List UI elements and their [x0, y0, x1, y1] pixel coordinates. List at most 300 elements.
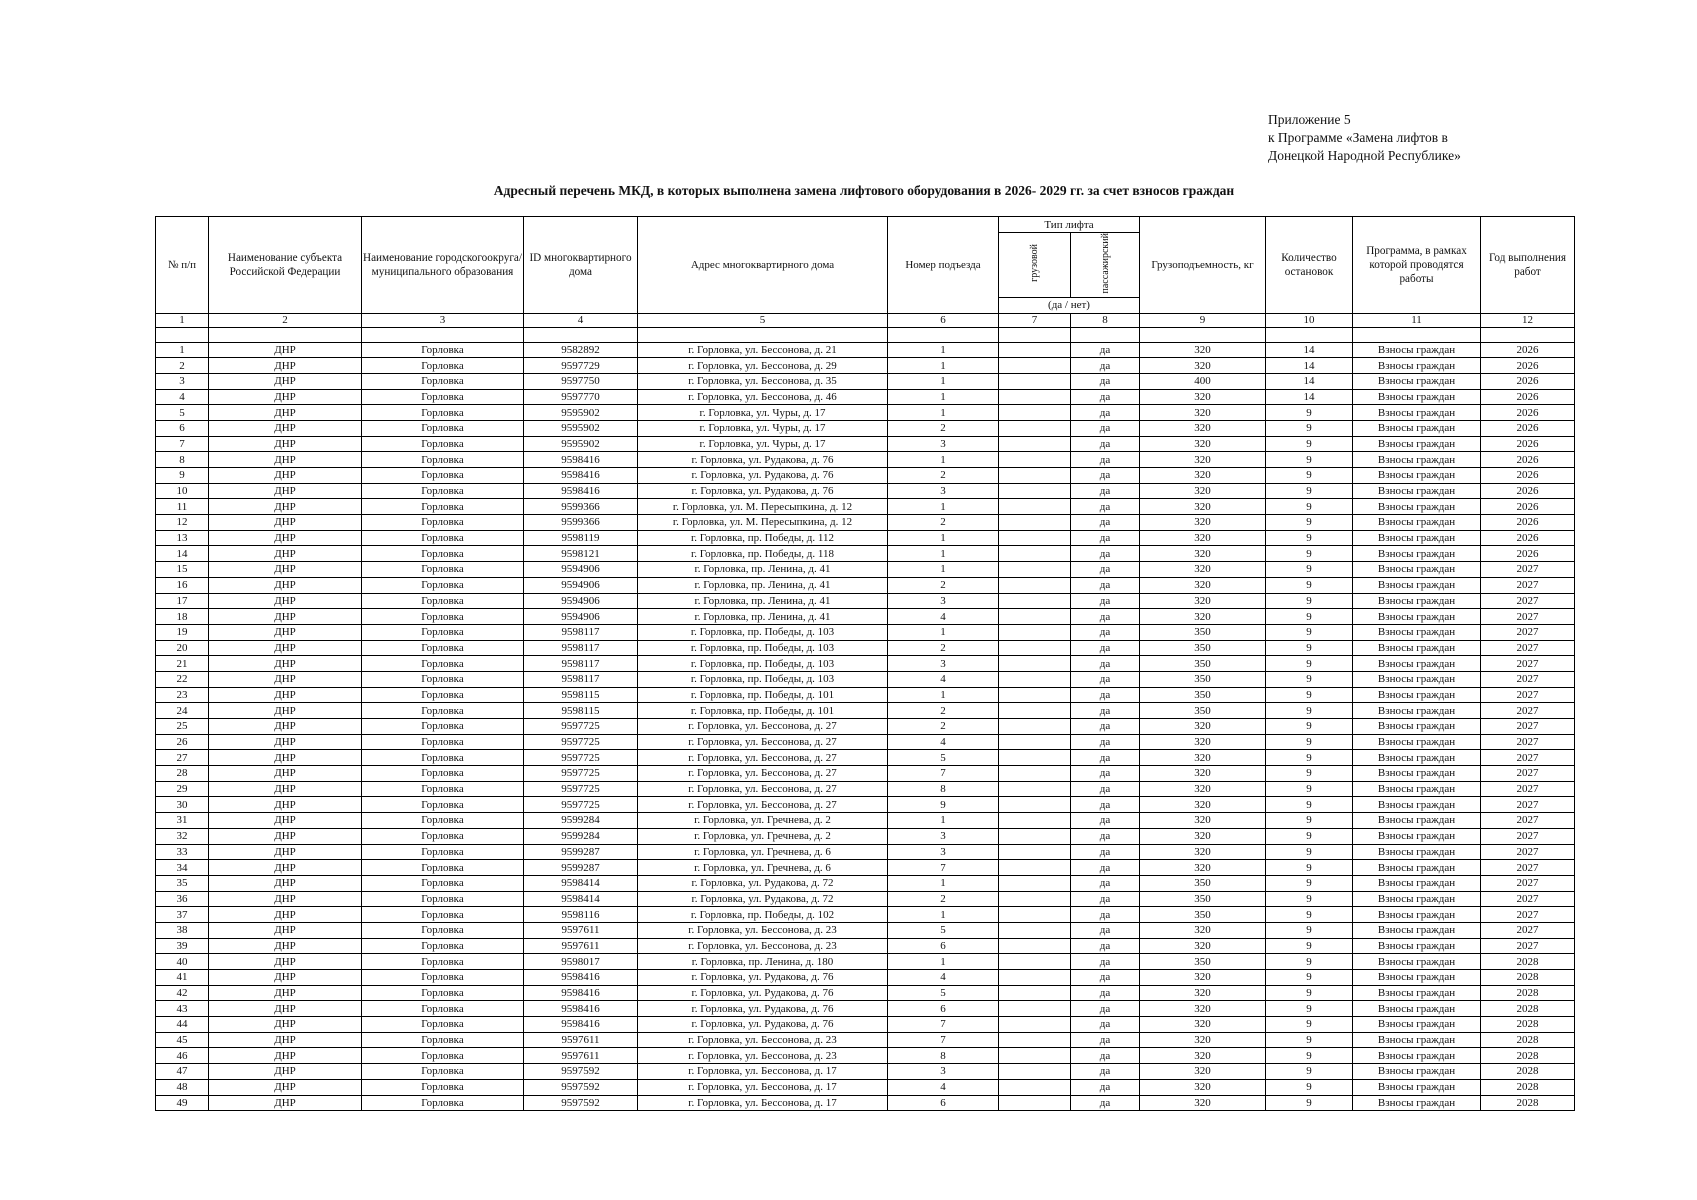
address-list-table — [155, 216, 1575, 1111]
program-cell: Взносы граждан — [1353, 546, 1481, 562]
table-row — [156, 875, 1575, 891]
year-cell: 2026 — [1481, 468, 1575, 484]
passenger-cell: да — [1071, 499, 1140, 515]
program-cell: Взносы граждан — [1353, 499, 1481, 515]
year-cell: 2027 — [1481, 640, 1575, 656]
capacity-cell: 320 — [1140, 844, 1266, 860]
program-cell: Взносы граждан — [1353, 436, 1481, 452]
year-cell: 2027 — [1481, 907, 1575, 923]
entrance-cell: 1 — [888, 373, 999, 389]
cargo-cell — [999, 907, 1071, 923]
passenger-cell: да — [1071, 734, 1140, 750]
stops-cell: 9 — [1266, 750, 1353, 766]
passenger-cell: да — [1071, 483, 1140, 499]
entrance-cell: 3 — [888, 436, 999, 452]
table-row — [156, 1079, 1575, 1095]
address-cell: г. Горловка, ул. Бессонова, д. 46 — [638, 389, 888, 405]
subject-cell: ДНР — [209, 750, 362, 766]
entrance-cell: 1 — [888, 562, 999, 578]
municipality-cell: Горловка — [362, 938, 524, 954]
subject-cell: ДНР — [209, 907, 362, 923]
passenger-cell: да — [1071, 1032, 1140, 1048]
table-row — [156, 468, 1575, 484]
address-cell: г. Горловка, ул. Бессонова, д. 23 — [638, 1048, 888, 1064]
header-subject: Наименование субъекта Российской Федерации — [209, 217, 362, 314]
header-year: Год выполнения работ — [1481, 217, 1575, 314]
municipality-cell: Горловка — [362, 797, 524, 813]
year-cell: 2027 — [1481, 703, 1575, 719]
program-cell: Взносы граждан — [1353, 719, 1481, 735]
subject-cell: ДНР — [209, 546, 362, 562]
table-row — [156, 358, 1575, 374]
capacity-cell: 320 — [1140, 828, 1266, 844]
year-cell: 2027 — [1481, 719, 1575, 735]
capacity-cell: 320 — [1140, 985, 1266, 1001]
row-number: 34 — [156, 860, 209, 876]
cargo-cell — [999, 750, 1071, 766]
house-id-cell: 9599366 — [524, 499, 638, 515]
entrance-cell: 3 — [888, 1064, 999, 1080]
municipality-cell: Горловка — [362, 750, 524, 766]
subject-cell: ДНР — [209, 468, 362, 484]
table-row — [156, 483, 1575, 499]
cargo-cell — [999, 1064, 1071, 1080]
entrance-cell: 2 — [888, 719, 999, 735]
year-cell: 2027 — [1481, 687, 1575, 703]
year-cell: 2026 — [1481, 483, 1575, 499]
table-row — [156, 766, 1575, 782]
cargo-cell — [999, 593, 1071, 609]
cargo-cell — [999, 656, 1071, 672]
address-cell: г. Горловка, ул. Чуры, д. 17 — [638, 405, 888, 421]
row-number: 45 — [156, 1032, 209, 1048]
cargo-cell — [999, 373, 1071, 389]
municipality-cell: Горловка — [362, 1048, 524, 1064]
address-cell: г. Горловка, пр. Победы, д. 103 — [638, 640, 888, 656]
year-cell: 2027 — [1481, 828, 1575, 844]
program-cell: Взносы граждан — [1353, 671, 1481, 687]
year-cell: 2026 — [1481, 358, 1575, 374]
program-cell: Взносы граждан — [1353, 656, 1481, 672]
house-id-cell: 9597729 — [524, 358, 638, 374]
capacity-cell: 320 — [1140, 1064, 1266, 1080]
capacity-cell: 320 — [1140, 499, 1266, 515]
stops-cell: 9 — [1266, 1048, 1353, 1064]
row-number: 8 — [156, 452, 209, 468]
table-row — [156, 405, 1575, 421]
capacity-cell: 320 — [1140, 750, 1266, 766]
entrance-cell: 6 — [888, 938, 999, 954]
entrance-cell: 2 — [888, 640, 999, 656]
row-number: 16 — [156, 577, 209, 593]
address-cell: г. Горловка, ул. Бессонова, д. 17 — [638, 1095, 888, 1111]
cargo-cell — [999, 970, 1071, 986]
subject-cell: ДНР — [209, 1048, 362, 1064]
subject-cell: ДНР — [209, 420, 362, 436]
table-row — [156, 373, 1575, 389]
house-id-cell: 9597750 — [524, 373, 638, 389]
house-id-cell: 9594906 — [524, 593, 638, 609]
address-cell: г. Горловка, ул. Рудакова, д. 76 — [638, 1001, 888, 1017]
house-id-cell: 9597725 — [524, 766, 638, 782]
municipality-cell: Горловка — [362, 436, 524, 452]
column-number-row — [156, 313, 1575, 327]
table-row — [156, 1017, 1575, 1033]
row-number: 21 — [156, 656, 209, 672]
program-cell: Взносы граждан — [1353, 593, 1481, 609]
entrance-cell: 3 — [888, 828, 999, 844]
capacity-cell: 320 — [1140, 436, 1266, 452]
subject-cell: ДНР — [209, 373, 362, 389]
passenger-cell: да — [1071, 938, 1140, 954]
program-cell: Взносы граждан — [1353, 640, 1481, 656]
capacity-cell: 320 — [1140, 734, 1266, 750]
stops-cell: 9 — [1266, 703, 1353, 719]
municipality-cell: Горловка — [362, 452, 524, 468]
capacity-cell: 320 — [1140, 922, 1266, 938]
house-id-cell: 9597725 — [524, 750, 638, 766]
passenger-cell: да — [1071, 1048, 1140, 1064]
year-cell: 2027 — [1481, 844, 1575, 860]
passenger-cell: да — [1071, 436, 1140, 452]
address-cell: г. Горловка, ул. Чуры, д. 17 — [638, 436, 888, 452]
passenger-cell: да — [1071, 985, 1140, 1001]
row-number: 31 — [156, 813, 209, 829]
house-id-cell: 9598416 — [524, 1001, 638, 1017]
cargo-cell — [999, 1095, 1071, 1111]
header-program: Программа, в рамках которой проводятся работы — [1353, 217, 1481, 314]
subject-cell: ДНР — [209, 1064, 362, 1080]
municipality-cell: Горловка — [362, 1079, 524, 1095]
capacity-cell: 320 — [1140, 938, 1266, 954]
stops-cell: 9 — [1266, 766, 1353, 782]
passenger-cell: да — [1071, 781, 1140, 797]
column-number: 10 — [1266, 313, 1353, 327]
passenger-cell: да — [1071, 420, 1140, 436]
house-id-cell: 9598416 — [524, 1017, 638, 1033]
address-cell: г. Горловка, пр. Победы, д. 101 — [638, 703, 888, 719]
row-number: 46 — [156, 1048, 209, 1064]
capacity-cell: 320 — [1140, 577, 1266, 593]
cargo-cell — [999, 687, 1071, 703]
entrance-cell: 9 — [888, 797, 999, 813]
municipality-cell: Горловка — [362, 1017, 524, 1033]
municipality-cell: Горловка — [362, 373, 524, 389]
program-cell: Взносы граждан — [1353, 813, 1481, 829]
year-cell: 2027 — [1481, 766, 1575, 782]
subject-cell: ДНР — [209, 844, 362, 860]
row-number: 49 — [156, 1095, 209, 1111]
entrance-cell: 1 — [888, 687, 999, 703]
cargo-cell — [999, 844, 1071, 860]
row-number: 42 — [156, 985, 209, 1001]
row-number: 48 — [156, 1079, 209, 1095]
program-cell: Взносы граждан — [1353, 483, 1481, 499]
house-id-cell: 9598416 — [524, 483, 638, 499]
house-id-cell: 9597770 — [524, 389, 638, 405]
stops-cell: 9 — [1266, 577, 1353, 593]
entrance-cell: 2 — [888, 577, 999, 593]
house-id-cell: 9598116 — [524, 907, 638, 923]
table-row — [156, 954, 1575, 970]
subject-cell: ДНР — [209, 483, 362, 499]
capacity-cell: 320 — [1140, 389, 1266, 405]
subject-cell: ДНР — [209, 922, 362, 938]
cargo-cell — [999, 1017, 1071, 1033]
subject-cell: ДНР — [209, 1095, 362, 1111]
year-cell: 2027 — [1481, 860, 1575, 876]
stops-cell: 9 — [1266, 1017, 1353, 1033]
municipality-cell: Горловка — [362, 624, 524, 640]
address-cell: г. Горловка, ул. Рудакова, д. 76 — [638, 468, 888, 484]
table-row — [156, 530, 1575, 546]
header-stops: Количество остановок — [1266, 217, 1353, 314]
table-row — [156, 562, 1575, 578]
cargo-cell — [999, 671, 1071, 687]
year-cell: 2027 — [1481, 609, 1575, 625]
program-cell: Взносы граждан — [1353, 860, 1481, 876]
program-cell: Взносы граждан — [1353, 609, 1481, 625]
year-cell: 2027 — [1481, 891, 1575, 907]
entrance-cell: 1 — [888, 405, 999, 421]
stops-cell: 9 — [1266, 515, 1353, 531]
capacity-cell: 350 — [1140, 891, 1266, 907]
row-number: 7 — [156, 436, 209, 452]
house-id-cell: 9594906 — [524, 562, 638, 578]
table-row — [156, 546, 1575, 562]
address-cell: г. Горловка, ул. Бессонова, д. 27 — [638, 719, 888, 735]
address-cell: г. Горловка, ул. Гречнева, д. 6 — [638, 844, 888, 860]
capacity-cell: 350 — [1140, 954, 1266, 970]
stops-cell: 9 — [1266, 468, 1353, 484]
address-cell: г. Горловка, ул. Гречнева, д. 2 — [638, 813, 888, 829]
passenger-cell: да — [1071, 703, 1140, 719]
stops-cell: 9 — [1266, 1064, 1353, 1080]
subject-cell: ДНР — [209, 970, 362, 986]
program-cell: Взносы граждан — [1353, 1032, 1481, 1048]
cargo-cell — [999, 1001, 1071, 1017]
entrance-cell: 5 — [888, 985, 999, 1001]
row-number: 1 — [156, 342, 209, 358]
subject-cell: ДНР — [209, 985, 362, 1001]
row-number: 5 — [156, 405, 209, 421]
row-number: 20 — [156, 640, 209, 656]
appendix-line: Донецкой Народной Республике» — [1268, 148, 1461, 163]
stops-cell: 9 — [1266, 624, 1353, 640]
municipality-cell: Горловка — [362, 562, 524, 578]
row-number: 18 — [156, 609, 209, 625]
house-id-cell: 9597592 — [524, 1064, 638, 1080]
house-id-cell: 9594906 — [524, 609, 638, 625]
table-row — [156, 671, 1575, 687]
municipality-cell: Горловка — [362, 1064, 524, 1080]
municipality-cell: Горловка — [362, 734, 524, 750]
municipality-cell: Горловка — [362, 546, 524, 562]
entrance-cell: 7 — [888, 766, 999, 782]
program-cell: Взносы граждан — [1353, 766, 1481, 782]
row-number: 30 — [156, 797, 209, 813]
subject-cell: ДНР — [209, 734, 362, 750]
house-id-cell: 9599287 — [524, 860, 638, 876]
year-cell: 2028 — [1481, 1032, 1575, 1048]
header-yes-no: (да / нет) — [999, 297, 1140, 313]
house-id-cell: 9597725 — [524, 734, 638, 750]
row-number: 29 — [156, 781, 209, 797]
municipality-cell: Горловка — [362, 703, 524, 719]
municipality-cell: Горловка — [362, 640, 524, 656]
address-cell: г. Горловка, ул. Бессонова, д. 23 — [638, 922, 888, 938]
row-number: 33 — [156, 844, 209, 860]
table-row — [156, 703, 1575, 719]
subject-cell: ДНР — [209, 781, 362, 797]
cargo-cell — [999, 703, 1071, 719]
municipality-cell: Горловка — [362, 483, 524, 499]
cargo-cell — [999, 499, 1071, 515]
capacity-cell: 320 — [1140, 813, 1266, 829]
cargo-cell — [999, 530, 1071, 546]
row-number: 6 — [156, 420, 209, 436]
stops-cell: 14 — [1266, 358, 1353, 374]
house-id-cell: 9598416 — [524, 985, 638, 1001]
year-cell: 2027 — [1481, 624, 1575, 640]
address-cell: г. Горловка, ул. Бессонова, д. 23 — [638, 1032, 888, 1048]
stops-cell: 9 — [1266, 1001, 1353, 1017]
passenger-cell: да — [1071, 907, 1140, 923]
year-cell: 2026 — [1481, 420, 1575, 436]
table-row — [156, 813, 1575, 829]
row-number: 23 — [156, 687, 209, 703]
program-cell: Взносы граждан — [1353, 1064, 1481, 1080]
row-number: 26 — [156, 734, 209, 750]
cargo-cell — [999, 875, 1071, 891]
passenger-cell: да — [1071, 797, 1140, 813]
year-cell: 2027 — [1481, 797, 1575, 813]
passenger-cell: да — [1071, 640, 1140, 656]
passenger-cell: да — [1071, 1001, 1140, 1017]
subject-cell: ДНР — [209, 1001, 362, 1017]
address-cell: г. Горловка, ул. Рудакова, д. 76 — [638, 985, 888, 1001]
stops-cell: 9 — [1266, 405, 1353, 421]
entrance-cell: 2 — [888, 468, 999, 484]
cargo-cell — [999, 420, 1071, 436]
header-capacity: Грузоподъемность, кг — [1140, 217, 1266, 314]
row-number: 35 — [156, 875, 209, 891]
municipality-cell: Горловка — [362, 719, 524, 735]
address-cell: г. Горловка, ул. Гречнева, д. 2 — [638, 828, 888, 844]
subject-cell: ДНР — [209, 938, 362, 954]
year-cell: 2028 — [1481, 1095, 1575, 1111]
stops-cell: 9 — [1266, 828, 1353, 844]
row-number: 39 — [156, 938, 209, 954]
cargo-cell — [999, 922, 1071, 938]
row-number: 36 — [156, 891, 209, 907]
stops-cell: 14 — [1266, 373, 1353, 389]
entrance-cell: 5 — [888, 922, 999, 938]
passenger-cell: да — [1071, 405, 1140, 421]
address-cell: г. Горловка, ул. Рудакова, д. 76 — [638, 452, 888, 468]
program-cell: Взносы граждан — [1353, 750, 1481, 766]
row-number: 40 — [156, 954, 209, 970]
cargo-cell — [999, 452, 1071, 468]
subject-cell: ДНР — [209, 1017, 362, 1033]
municipality-cell: Горловка — [362, 389, 524, 405]
house-id-cell: 9597611 — [524, 938, 638, 954]
row-number: 19 — [156, 624, 209, 640]
stops-cell: 9 — [1266, 985, 1353, 1001]
capacity-cell: 320 — [1140, 468, 1266, 484]
stops-cell: 9 — [1266, 797, 1353, 813]
municipality-cell: Горловка — [362, 1095, 524, 1111]
house-id-cell: 9598414 — [524, 875, 638, 891]
program-cell: Взносы граждан — [1353, 515, 1481, 531]
municipality-cell: Горловка — [362, 577, 524, 593]
municipality-cell: Горловка — [362, 844, 524, 860]
capacity-cell: 320 — [1140, 1095, 1266, 1111]
entrance-cell: 7 — [888, 1032, 999, 1048]
program-cell: Взносы граждан — [1353, 828, 1481, 844]
address-cell: г. Горловка, пр. Победы, д. 118 — [638, 546, 888, 562]
municipality-cell: Горловка — [362, 1001, 524, 1017]
address-cell: г. Горловка, пр. Победы, д. 112 — [638, 530, 888, 546]
address-cell: г. Горловка, ул. Бессонова, д. 21 — [638, 342, 888, 358]
subject-cell: ДНР — [209, 389, 362, 405]
year-cell: 2027 — [1481, 577, 1575, 593]
program-cell: Взносы граждан — [1353, 373, 1481, 389]
row-number: 15 — [156, 562, 209, 578]
row-number: 17 — [156, 593, 209, 609]
table-row — [156, 860, 1575, 876]
year-cell: 2026 — [1481, 546, 1575, 562]
passenger-cell: да — [1071, 766, 1140, 782]
passenger-cell: да — [1071, 687, 1140, 703]
entrance-cell: 1 — [888, 530, 999, 546]
address-cell: г. Горловка, ул. Бессонова, д. 27 — [638, 750, 888, 766]
table-row — [156, 938, 1575, 954]
cargo-cell — [999, 813, 1071, 829]
table-row — [156, 985, 1575, 1001]
cargo-cell — [999, 640, 1071, 656]
subject-cell: ДНР — [209, 813, 362, 829]
table-row — [156, 1048, 1575, 1064]
capacity-cell: 350 — [1140, 624, 1266, 640]
address-cell: г. Горловка, ул. Бессонова, д. 27 — [638, 734, 888, 750]
year-cell: 2026 — [1481, 452, 1575, 468]
program-cell: Взносы граждан — [1353, 358, 1481, 374]
capacity-cell: 320 — [1140, 797, 1266, 813]
subject-cell: ДНР — [209, 719, 362, 735]
column-number: 7 — [999, 313, 1071, 327]
entrance-cell: 8 — [888, 1048, 999, 1064]
cargo-cell — [999, 515, 1071, 531]
entrance-cell: 1 — [888, 452, 999, 468]
capacity-cell: 320 — [1140, 609, 1266, 625]
program-cell: Взносы граждан — [1353, 468, 1481, 484]
capacity-cell: 320 — [1140, 562, 1266, 578]
entrance-cell: 3 — [888, 844, 999, 860]
year-cell: 2027 — [1481, 922, 1575, 938]
house-id-cell: 9597592 — [524, 1095, 638, 1111]
capacity-cell: 320 — [1140, 1079, 1266, 1095]
program-cell: Взносы граждан — [1353, 452, 1481, 468]
capacity-cell: 320 — [1140, 719, 1266, 735]
column-number: 8 — [1071, 313, 1140, 327]
column-number: 6 — [888, 313, 999, 327]
row-number: 27 — [156, 750, 209, 766]
house-id-cell: 9597592 — [524, 1079, 638, 1095]
program-cell: Взносы граждан — [1353, 1095, 1481, 1111]
capacity-cell: 320 — [1140, 1017, 1266, 1033]
year-cell: 2027 — [1481, 562, 1575, 578]
